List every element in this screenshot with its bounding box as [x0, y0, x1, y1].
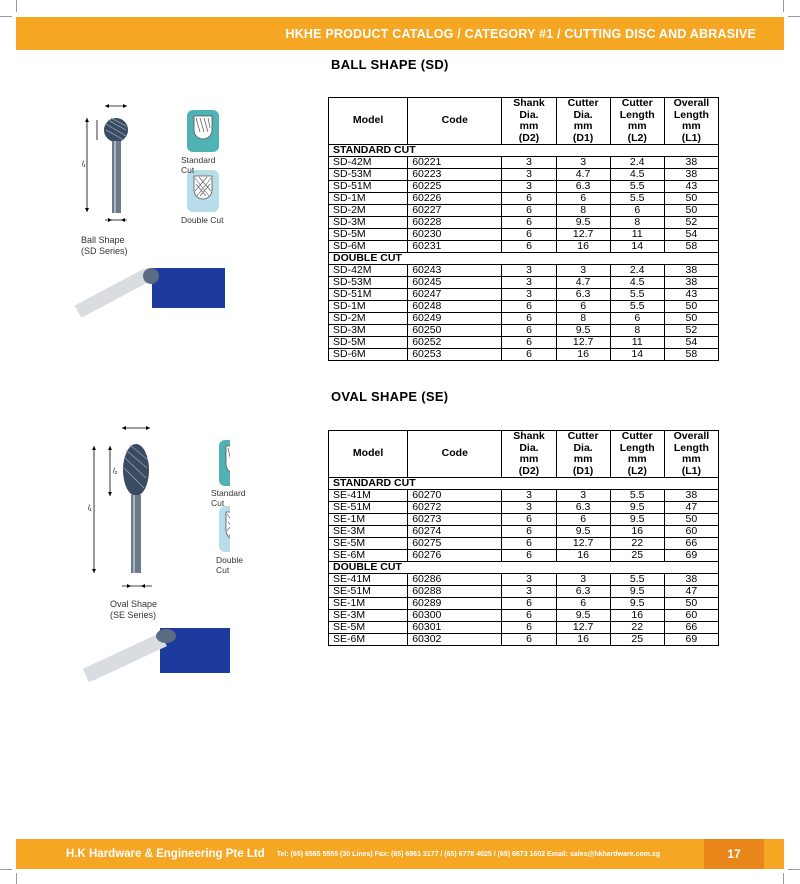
header-line: (L1)	[681, 131, 702, 144]
header-line: Overall	[673, 97, 710, 109]
header-line: Shank	[513, 97, 545, 109]
shank-dia-cell: 6	[502, 349, 556, 361]
header-line: mm	[519, 120, 539, 132]
header-cutter-dia	[556, 431, 610, 478]
header-line: mm	[627, 453, 647, 465]
table-row	[329, 229, 719, 241]
table-row	[329, 514, 719, 526]
cutter-length-cell: 22	[610, 538, 664, 550]
overall-length-cell: 60	[664, 610, 718, 622]
model-cell: SD-51M	[329, 181, 408, 193]
shank-dia-cell: 6	[502, 538, 556, 550]
cutter-dia-cell: 6	[556, 514, 610, 526]
table-row	[329, 538, 719, 550]
shank-dia-cell: 6	[502, 622, 556, 634]
code-cell: 60221	[408, 157, 502, 169]
table-row	[329, 349, 719, 361]
overall-length-cell: 54	[664, 337, 718, 349]
header-line: mm	[519, 453, 539, 465]
page-number: 17	[704, 839, 764, 869]
section-title-ball-shape: BALL SHAPE (SD)	[331, 57, 449, 72]
header-line: Length	[673, 441, 709, 454]
shank-dia-cell: 6	[502, 610, 556, 622]
group-heading: STANDARD CUT	[329, 145, 719, 157]
table-row	[329, 241, 719, 253]
double-cut-label: Double Cut	[181, 215, 224, 225]
table-row	[329, 622, 719, 634]
cutter-dia-cell: 6	[556, 193, 610, 205]
overall-length-cell: 38	[664, 157, 718, 169]
cutter-length-cell: 14	[610, 241, 664, 253]
shank-dia-cell: 3	[502, 181, 556, 193]
cutter-length-cell: 5.5	[610, 193, 664, 205]
header-line: (D2)	[518, 131, 540, 144]
overall-length-cell: 38	[664, 277, 718, 289]
header-shank-dia	[502, 98, 556, 145]
overall-length-cell: 60	[664, 526, 718, 538]
overall-length-cell: 50	[664, 514, 718, 526]
overall-length-cell: 50	[664, 205, 718, 217]
header-line: mm	[573, 120, 593, 132]
crop-mark	[788, 16, 800, 17]
cutter-length-cell: 16	[610, 526, 664, 538]
header-line: Shank	[513, 430, 545, 442]
header-line: (L2)	[627, 131, 647, 144]
overall-length-cell: 52	[664, 325, 718, 337]
code-cell: 60302	[408, 634, 502, 646]
model-cell: SE-3M	[329, 610, 408, 622]
code-cell: 60301	[408, 622, 502, 634]
table-header-row	[329, 98, 719, 145]
header-line: Dia.	[519, 108, 539, 121]
cutter-dia-cell: 9.5	[556, 217, 610, 229]
table-row	[329, 205, 719, 217]
svg-text:l₂: l₂	[113, 468, 118, 475]
code-cell: 60223	[408, 169, 502, 181]
header-line: Dia.	[573, 108, 593, 121]
standard-cut-label: Standard Cut	[211, 488, 246, 508]
overall-length-cell: 38	[664, 169, 718, 181]
cutter-length-cell: 11	[610, 337, 664, 349]
cutter-dia-cell: 4.7	[556, 277, 610, 289]
crop-mark	[16, 873, 17, 884]
model-cell: SE-6M	[329, 634, 408, 646]
code-cell: 60231	[408, 241, 502, 253]
cutter-dia-cell: 9.5	[556, 610, 610, 622]
cutter-length-cell: 4.5	[610, 277, 664, 289]
cutter-dia-cell: 3	[556, 265, 610, 277]
shank-dia-cell: 3	[502, 502, 556, 514]
cutter-length-cell: 2.4	[610, 265, 664, 277]
header-line: Cutter	[567, 97, 599, 109]
cutter-length-cell: 11	[610, 229, 664, 241]
header-line: mm	[682, 120, 701, 132]
cutter-dia-cell: 6.3	[556, 289, 610, 301]
header-line: mm	[682, 453, 701, 465]
code-cell: 60226	[408, 193, 502, 205]
footer-company-name: H.K Hardware & Engineering Pte Ltd	[66, 848, 265, 860]
shank-dia-cell: 6	[502, 241, 556, 253]
oval-shape-diagram	[80, 418, 246, 683]
overall-length-cell: 47	[664, 586, 718, 598]
overall-length-cell: 52	[664, 217, 718, 229]
overall-length-cell: 50	[664, 598, 718, 610]
cutter-dia-cell: 3	[556, 157, 610, 169]
table-row	[329, 301, 719, 313]
table-row	[329, 157, 719, 169]
cutter-dia-cell: 16	[556, 550, 610, 562]
table-group-row	[329, 562, 719, 574]
table-row	[329, 289, 719, 301]
model-cell: SD-2M	[329, 313, 408, 325]
cutter-length-cell: 5.5	[610, 490, 664, 502]
table-row	[329, 598, 719, 610]
overall-length-cell: 58	[664, 241, 718, 253]
cutter-dia-cell: 9.5	[556, 526, 610, 538]
model-cell: SD-1M	[329, 301, 408, 313]
model-cell: SD-53M	[329, 169, 408, 181]
cutter-dia-cell: 3	[556, 574, 610, 586]
code-cell: 60250	[408, 325, 502, 337]
cutter-dia-cell: 16	[556, 634, 610, 646]
overall-length-cell: 50	[664, 313, 718, 325]
table-row	[329, 313, 719, 325]
cutter-length-cell: 22	[610, 622, 664, 634]
shank-dia-cell: 6	[502, 634, 556, 646]
code-cell: 60300	[408, 610, 502, 622]
table-row	[329, 193, 719, 205]
shank-dia-cell: 6	[502, 217, 556, 229]
shank-dia-cell: 3	[502, 586, 556, 598]
shank-dia-cell: 6	[502, 205, 556, 217]
crop-mark	[0, 869, 12, 870]
cutter-length-cell: 6	[610, 313, 664, 325]
header-code: Code	[408, 98, 502, 145]
model-cell: SE-51M	[329, 586, 408, 598]
shank-dia-cell: 6	[502, 301, 556, 313]
diagram-caption-line2: (SE Series)	[110, 610, 157, 620]
cutter-length-cell: 2.4	[610, 157, 664, 169]
header-line: (D2)	[518, 464, 540, 477]
table-row	[329, 502, 719, 514]
model-cell: SD-2M	[329, 205, 408, 217]
code-cell: 60286	[408, 574, 502, 586]
diagram-caption-line1: Ball Shape	[81, 235, 125, 245]
header-overall-length	[664, 98, 718, 145]
cutter-dia-cell: 6.3	[556, 181, 610, 193]
model-cell: SE-1M	[329, 598, 408, 610]
model-cell: SD-51M	[329, 289, 408, 301]
table-group-row	[329, 253, 719, 265]
table-row	[329, 634, 719, 646]
table-row	[329, 325, 719, 337]
crop-mark	[16, 0, 17, 12]
svg-text:l₁: l₁	[88, 505, 92, 512]
header-line: Cutter	[621, 97, 653, 109]
code-cell: 60243	[408, 265, 502, 277]
shank-dia-cell: 3	[502, 265, 556, 277]
shank-dia-cell: 6	[502, 598, 556, 610]
header-cutter-dia	[556, 98, 610, 145]
cutter-dia-cell: 9.5	[556, 325, 610, 337]
code-cell: 60273	[408, 514, 502, 526]
cutter-length-cell: 6	[610, 205, 664, 217]
shank-dia-cell: 6	[502, 526, 556, 538]
cutter-dia-cell: 6.3	[556, 586, 610, 598]
code-cell: 60272	[408, 502, 502, 514]
cutter-length-cell: 4.5	[610, 169, 664, 181]
header-line: (D1)	[572, 131, 594, 144]
overall-length-cell: 38	[664, 574, 718, 586]
header-line: Length	[619, 108, 655, 121]
code-cell: 60274	[408, 526, 502, 538]
overall-length-cell: 66	[664, 622, 718, 634]
header-line: Dia.	[573, 441, 593, 454]
crop-mark	[783, 873, 784, 884]
model-cell: SE-5M	[329, 538, 408, 550]
code-cell: 60230	[408, 229, 502, 241]
header-model: Model	[329, 431, 408, 478]
header-line: Cutter	[621, 430, 653, 442]
overall-length-cell: 69	[664, 550, 718, 562]
shank-dia-cell: 6	[502, 313, 556, 325]
group-heading: DOUBLE CUT	[329, 562, 719, 574]
shank-dia-cell: 3	[502, 289, 556, 301]
overall-length-cell: 43	[664, 181, 718, 193]
cutter-length-cell: 25	[610, 634, 664, 646]
shank-dia-cell: 3	[502, 277, 556, 289]
overall-length-cell: 38	[664, 490, 718, 502]
table-header-row	[329, 431, 719, 478]
cutter-length-cell: 9.5	[610, 514, 664, 526]
catalog-header-title: HKHE PRODUCT CATALOG / CATEGORY #1 / CUTTING DISC AND ABRASIVE	[285, 26, 756, 41]
table-row	[329, 574, 719, 586]
header-cutter-length	[610, 431, 664, 478]
header-line: Length	[619, 441, 655, 454]
shank-dia-cell: 3	[502, 169, 556, 181]
cutter-length-cell: 5.5	[610, 301, 664, 313]
model-cell: SD-6M	[329, 349, 408, 361]
table-group-row	[329, 145, 719, 157]
table-row	[329, 586, 719, 598]
code-cell: 60247	[408, 289, 502, 301]
model-cell: SD-3M	[329, 217, 408, 229]
ball-shape-diagram	[75, 100, 225, 330]
footer-contact-info: Tel: (65) 6565 5555 (30 Lines) Fax: (65) 6861 3177 / (65) 6778 4025 / (65) 6873 1602 Email: sales@hkhardware.com.sg	[276, 850, 661, 858]
cutter-dia-cell: 6	[556, 598, 610, 610]
model-cell: SD-5M	[329, 229, 408, 241]
overall-length-cell: 38	[664, 265, 718, 277]
header-line: Overall	[673, 430, 710, 442]
cutter-dia-cell: 8	[556, 313, 610, 325]
model-cell: SE-51M	[329, 502, 408, 514]
model-cell: SE-6M	[329, 550, 408, 562]
cutter-length-cell: 5.5	[610, 574, 664, 586]
header-line: Cutter	[567, 430, 599, 442]
overall-length-cell: 47	[664, 502, 718, 514]
model-cell: SE-41M	[329, 490, 408, 502]
header-line: mm	[573, 453, 593, 465]
cutter-dia-cell: 6	[556, 301, 610, 313]
header-code: Code	[408, 431, 502, 478]
oval-shape-spec-table	[328, 430, 719, 646]
header-line: mm	[627, 120, 647, 132]
code-cell: 60276	[408, 550, 502, 562]
shank-dia-cell: 6	[502, 337, 556, 349]
model-cell: SE-3M	[329, 526, 408, 538]
header-model: Model	[329, 98, 408, 145]
cutter-dia-cell: 16	[556, 349, 610, 361]
code-cell: 60288	[408, 586, 502, 598]
code-cell: 60248	[408, 301, 502, 313]
shank-dia-cell: 3	[502, 574, 556, 586]
cutter-dia-cell: 6.3	[556, 502, 610, 514]
table-row	[329, 277, 719, 289]
crop-mark	[788, 869, 800, 870]
model-cell: SE-41M	[329, 574, 408, 586]
code-cell: 60253	[408, 349, 502, 361]
header-line: (D1)	[572, 464, 594, 477]
overall-length-cell: 50	[664, 301, 718, 313]
cutter-dia-cell: 12.7	[556, 229, 610, 241]
cutter-length-cell: 9.5	[610, 598, 664, 610]
table-row	[329, 526, 719, 538]
cutter-dia-cell: 12.7	[556, 337, 610, 349]
model-cell: SD-3M	[329, 325, 408, 337]
table-row	[329, 550, 719, 562]
header-line: (L1)	[681, 464, 702, 477]
cutter-dia-cell: 8	[556, 205, 610, 217]
shank-dia-cell: 6	[502, 550, 556, 562]
cutter-length-cell: 9.5	[610, 586, 664, 598]
code-cell: 60249	[408, 313, 502, 325]
overall-length-cell: 54	[664, 229, 718, 241]
header-line: Length	[673, 108, 709, 121]
model-cell: SD-1M	[329, 193, 408, 205]
diagram-caption-line1: Oval Shape	[110, 599, 158, 609]
table-group-row	[329, 478, 719, 490]
code-cell: 60270	[408, 490, 502, 502]
overall-length-cell: 66	[664, 538, 718, 550]
code-cell: 60289	[408, 598, 502, 610]
model-cell: SE-1M	[329, 514, 408, 526]
cutter-length-cell: 14	[610, 349, 664, 361]
model-cell: SD-5M	[329, 337, 408, 349]
group-heading: DOUBLE CUT	[329, 253, 719, 265]
table-row	[329, 169, 719, 181]
crop-mark	[783, 0, 784, 12]
double-cut-label: Double Cut	[216, 555, 243, 575]
shank-dia-cell: 6	[502, 514, 556, 526]
catalog-footer	[16, 839, 784, 869]
model-cell: SE-5M	[329, 622, 408, 634]
cutter-length-cell: 8	[610, 325, 664, 337]
section-title-oval-shape: OVAL SHAPE (SE)	[331, 389, 449, 404]
table-row	[329, 490, 719, 502]
code-cell: 60227	[408, 205, 502, 217]
code-cell: 60252	[408, 337, 502, 349]
code-cell: 60228	[408, 217, 502, 229]
overall-length-cell: 43	[664, 289, 718, 301]
oval-burr-drawing-icon	[80, 418, 230, 683]
table-row	[329, 217, 719, 229]
group-heading: STANDARD CUT	[329, 478, 719, 490]
header-cutter-length	[610, 98, 664, 145]
cutter-length-cell: 9.5	[610, 502, 664, 514]
shank-dia-cell: 6	[502, 229, 556, 241]
cutter-dia-cell: 4.7	[556, 169, 610, 181]
cutter-dia-cell: 16	[556, 241, 610, 253]
cutter-length-cell: 8	[610, 217, 664, 229]
header-overall-length	[664, 431, 718, 478]
model-cell: SD-42M	[329, 265, 408, 277]
cutter-dia-cell: 12.7	[556, 538, 610, 550]
cutter-dia-cell: 3	[556, 490, 610, 502]
cutter-length-cell: 5.5	[610, 181, 664, 193]
cutter-length-cell: 25	[610, 550, 664, 562]
catalog-header	[16, 17, 784, 50]
header-line: Dia.	[519, 441, 539, 454]
shank-dia-cell: 6	[502, 325, 556, 337]
shank-dia-cell: 3	[502, 157, 556, 169]
overall-length-cell: 58	[664, 349, 718, 361]
code-cell: 60275	[408, 538, 502, 550]
cutter-length-cell: 5.5	[610, 289, 664, 301]
table-row	[329, 265, 719, 277]
model-cell: SD-53M	[329, 277, 408, 289]
header-shank-dia	[502, 431, 556, 478]
cutter-length-cell: 16	[610, 610, 664, 622]
diagram-caption-line2: (SD Series)	[81, 246, 128, 256]
ball-shape-spec-table	[328, 97, 719, 361]
svg-text:l₁: l₁	[82, 161, 86, 168]
table-row	[329, 610, 719, 622]
shank-dia-cell: 6	[502, 193, 556, 205]
standard-cut-label: Standard Cut	[181, 155, 216, 175]
model-cell: SD-42M	[329, 157, 408, 169]
table-row	[329, 181, 719, 193]
model-cell: SD-6M	[329, 241, 408, 253]
crop-mark	[0, 16, 12, 17]
header-line: (L2)	[627, 464, 647, 477]
overall-length-cell: 69	[664, 634, 718, 646]
code-cell: 60245	[408, 277, 502, 289]
shank-dia-cell: 3	[502, 490, 556, 502]
table-row	[329, 337, 719, 349]
overall-length-cell: 50	[664, 193, 718, 205]
cutter-dia-cell: 12.7	[556, 622, 610, 634]
code-cell: 60225	[408, 181, 502, 193]
